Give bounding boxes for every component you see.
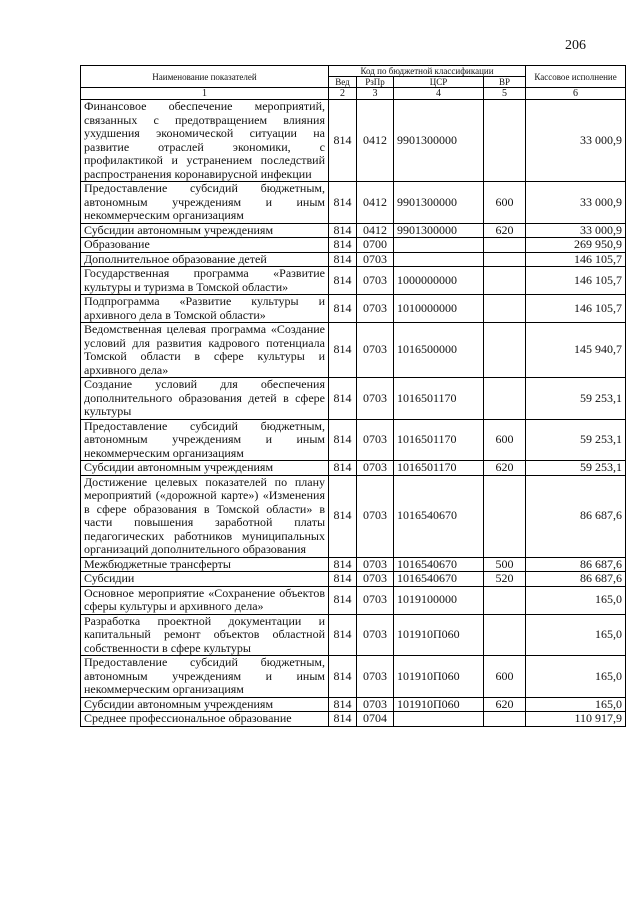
table-row bbox=[81, 461, 626, 476]
table-row bbox=[81, 100, 626, 182]
row-vr bbox=[484, 323, 526, 378]
row-ved: 814 bbox=[329, 323, 357, 378]
row-ved: 814 bbox=[329, 557, 357, 572]
row-csr: 1000000000 bbox=[394, 267, 484, 295]
row-amount: 165,0 bbox=[526, 614, 626, 656]
row-ved: 814 bbox=[329, 100, 357, 182]
row-amount: 269 950,9 bbox=[526, 238, 626, 253]
row-amount: 86 687,6 bbox=[526, 572, 626, 587]
row-csr: 1016500000 bbox=[394, 323, 484, 378]
row-csr: 1016540670 bbox=[394, 572, 484, 587]
table-row bbox=[81, 252, 626, 267]
row-ved: 814 bbox=[329, 419, 357, 461]
row-rzpr: 0703 bbox=[357, 697, 394, 712]
header-name: Наименование показателей bbox=[81, 66, 329, 88]
table-row bbox=[81, 378, 626, 420]
header-amount: Кассовое исполнение bbox=[526, 66, 626, 88]
row-ved: 814 bbox=[329, 378, 357, 420]
row-vr: 620 bbox=[484, 461, 526, 476]
row-vr: 620 bbox=[484, 223, 526, 238]
row-ved: 814 bbox=[329, 223, 357, 238]
row-csr: 101910П060 bbox=[394, 656, 484, 698]
row-name: Образование bbox=[81, 238, 329, 253]
col-number: 3 bbox=[357, 88, 394, 100]
table-row bbox=[81, 586, 626, 614]
row-vr: 500 bbox=[484, 557, 526, 572]
row-vr bbox=[484, 712, 526, 727]
row-vr: 520 bbox=[484, 572, 526, 587]
col-number: 2 bbox=[329, 88, 357, 100]
col-number: 1 bbox=[81, 88, 329, 100]
row-vr bbox=[484, 252, 526, 267]
row-csr: 1019100000 bbox=[394, 586, 484, 614]
table-row bbox=[81, 182, 626, 224]
budget-table bbox=[80, 65, 626, 727]
row-name: Субсидии автономным учреждениям bbox=[81, 461, 329, 476]
row-amount: 33 000,9 bbox=[526, 100, 626, 182]
row-csr bbox=[394, 712, 484, 727]
row-name: Субсидии автономным учреждениям bbox=[81, 223, 329, 238]
row-amount: 146 105,7 bbox=[526, 252, 626, 267]
row-name: Разработка проектной документации и капитальный ремонт объектов областной собственности в сфере культуры bbox=[81, 614, 329, 656]
table-row bbox=[81, 614, 626, 656]
row-name: Подпрограмма «Развитие культуры и архивного дела в Томской области» bbox=[81, 295, 329, 323]
row-rzpr: 0703 bbox=[357, 475, 394, 557]
row-amount: 33 000,9 bbox=[526, 182, 626, 224]
header-ved: Вед bbox=[329, 77, 357, 88]
header-vr: ВР bbox=[484, 77, 526, 88]
row-amount: 146 105,7 bbox=[526, 295, 626, 323]
row-csr: 1016540670 bbox=[394, 475, 484, 557]
row-csr: 9901300000 bbox=[394, 223, 484, 238]
row-rzpr: 0703 bbox=[357, 461, 394, 476]
row-csr: 1016501170 bbox=[394, 461, 484, 476]
row-name: Предоставление субсидий бюджетным, автономным учреждениям и иным некоммерческим организациям bbox=[81, 656, 329, 698]
row-rzpr: 0703 bbox=[357, 614, 394, 656]
row-vr: 600 bbox=[484, 182, 526, 224]
row-rzpr: 0703 bbox=[357, 419, 394, 461]
table-row bbox=[81, 697, 626, 712]
row-vr: 600 bbox=[484, 419, 526, 461]
row-csr: 101910П060 bbox=[394, 614, 484, 656]
table-row bbox=[81, 712, 626, 727]
row-csr: 1016540670 bbox=[394, 557, 484, 572]
row-ved: 814 bbox=[329, 295, 357, 323]
row-amount: 33 000,9 bbox=[526, 223, 626, 238]
row-vr bbox=[484, 378, 526, 420]
row-rzpr: 0412 bbox=[357, 223, 394, 238]
table-row bbox=[81, 572, 626, 587]
row-csr: 1016501170 bbox=[394, 419, 484, 461]
row-ved: 814 bbox=[329, 475, 357, 557]
row-ved: 814 bbox=[329, 712, 357, 727]
row-amount: 86 687,6 bbox=[526, 475, 626, 557]
table-row bbox=[81, 557, 626, 572]
row-ved: 814 bbox=[329, 267, 357, 295]
table-row bbox=[81, 419, 626, 461]
row-name: Предоставление субсидий бюджетным, автономным учреждениям и иным некоммерческим организациям bbox=[81, 419, 329, 461]
row-name: Создание условий для обеспечения дополнительного образования детей в сфере культуры bbox=[81, 378, 329, 420]
header-rzpr: РзПр bbox=[357, 77, 394, 88]
row-name: Дополнительное образование детей bbox=[81, 252, 329, 267]
page-number: 206 bbox=[565, 38, 586, 53]
row-rzpr: 0703 bbox=[357, 557, 394, 572]
table-row bbox=[81, 656, 626, 698]
row-name: Среднее профессиональное образование bbox=[81, 712, 329, 727]
row-rzpr: 0412 bbox=[357, 182, 394, 224]
row-csr: 9901300000 bbox=[394, 100, 484, 182]
row-rzpr: 0703 bbox=[357, 378, 394, 420]
col-number: 5 bbox=[484, 88, 526, 100]
row-amount: 59 253,1 bbox=[526, 419, 626, 461]
row-name: Достижение целевых показателей по плану мероприятий («дорожной карте») «Изменения в сфере образования в Томской области» в части повышения заработной платы педагогических работников муниципальных организаций дополнительного образования bbox=[81, 475, 329, 557]
row-name: Государственная программа «Развитие культуры и туризма в Томской области» bbox=[81, 267, 329, 295]
table-header bbox=[81, 66, 626, 100]
row-amount: 146 105,7 bbox=[526, 267, 626, 295]
row-name: Финансовое обеспечение мероприятий, связанных с предотвращением влияния ухудшения экономической ситуации на развитие отраслей экономики, с профилактикой и устранением последствий распространения коронавирусной инфекции bbox=[81, 100, 329, 182]
column-numbers-row bbox=[81, 88, 626, 100]
row-ved: 814 bbox=[329, 572, 357, 587]
row-rzpr: 0703 bbox=[357, 252, 394, 267]
header-csr: ЦСР bbox=[394, 77, 484, 88]
table-row bbox=[81, 223, 626, 238]
row-rzpr: 0704 bbox=[357, 712, 394, 727]
row-name: Субсидии автономным учреждениям bbox=[81, 697, 329, 712]
row-vr bbox=[484, 295, 526, 323]
row-amount: 86 687,6 bbox=[526, 557, 626, 572]
row-ved: 814 bbox=[329, 252, 357, 267]
row-amount: 145 940,7 bbox=[526, 323, 626, 378]
row-vr bbox=[484, 100, 526, 182]
row-amount: 165,0 bbox=[526, 656, 626, 698]
row-csr: 101910П060 bbox=[394, 697, 484, 712]
row-ved: 814 bbox=[329, 238, 357, 253]
row-ved: 814 bbox=[329, 697, 357, 712]
row-ved: 814 bbox=[329, 461, 357, 476]
table-row bbox=[81, 323, 626, 378]
row-amount: 59 253,1 bbox=[526, 378, 626, 420]
col-number: 4 bbox=[394, 88, 484, 100]
row-rzpr: 0703 bbox=[357, 323, 394, 378]
row-ved: 814 bbox=[329, 182, 357, 224]
header-code-group: Код по бюджетной классификации bbox=[329, 66, 526, 77]
table-row bbox=[81, 295, 626, 323]
row-rzpr: 0703 bbox=[357, 656, 394, 698]
row-amount: 59 253,1 bbox=[526, 461, 626, 476]
table-body bbox=[81, 100, 626, 727]
row-amount: 110 917,9 bbox=[526, 712, 626, 727]
row-rzpr: 0700 bbox=[357, 238, 394, 253]
row-name: Ведомственная целевая программа «Создание условий для развития кадрового потенциала Томской области в сфере культуры и архивного дела» bbox=[81, 323, 329, 378]
row-amount: 165,0 bbox=[526, 586, 626, 614]
row-rzpr: 0703 bbox=[357, 295, 394, 323]
row-name: Субсидии bbox=[81, 572, 329, 587]
row-csr bbox=[394, 238, 484, 253]
row-vr bbox=[484, 586, 526, 614]
row-vr: 600 bbox=[484, 656, 526, 698]
row-vr bbox=[484, 475, 526, 557]
row-vr: 620 bbox=[484, 697, 526, 712]
row-csr: 1016501170 bbox=[394, 378, 484, 420]
col-number: 6 bbox=[526, 88, 626, 100]
table-row bbox=[81, 238, 626, 253]
table-row bbox=[81, 475, 626, 557]
row-csr: 1010000000 bbox=[394, 295, 484, 323]
row-rzpr: 0703 bbox=[357, 586, 394, 614]
row-name: Основное мероприятие «Сохранение объектов сферы культуры и архивного дела» bbox=[81, 586, 329, 614]
row-amount: 165,0 bbox=[526, 697, 626, 712]
row-rzpr: 0412 bbox=[357, 100, 394, 182]
row-name: Межбюджетные трансферты bbox=[81, 557, 329, 572]
row-ved: 814 bbox=[329, 586, 357, 614]
table-row bbox=[81, 267, 626, 295]
row-csr bbox=[394, 252, 484, 267]
row-rzpr: 0703 bbox=[357, 572, 394, 587]
row-ved: 814 bbox=[329, 614, 357, 656]
row-rzpr: 0703 bbox=[357, 267, 394, 295]
row-csr: 9901300000 bbox=[394, 182, 484, 224]
row-vr bbox=[484, 267, 526, 295]
row-ved: 814 bbox=[329, 656, 357, 698]
row-vr bbox=[484, 238, 526, 253]
row-vr bbox=[484, 614, 526, 656]
row-name: Предоставление субсидий бюджетным, автономным учреждениям и иным некоммерческим организациям bbox=[81, 182, 329, 224]
